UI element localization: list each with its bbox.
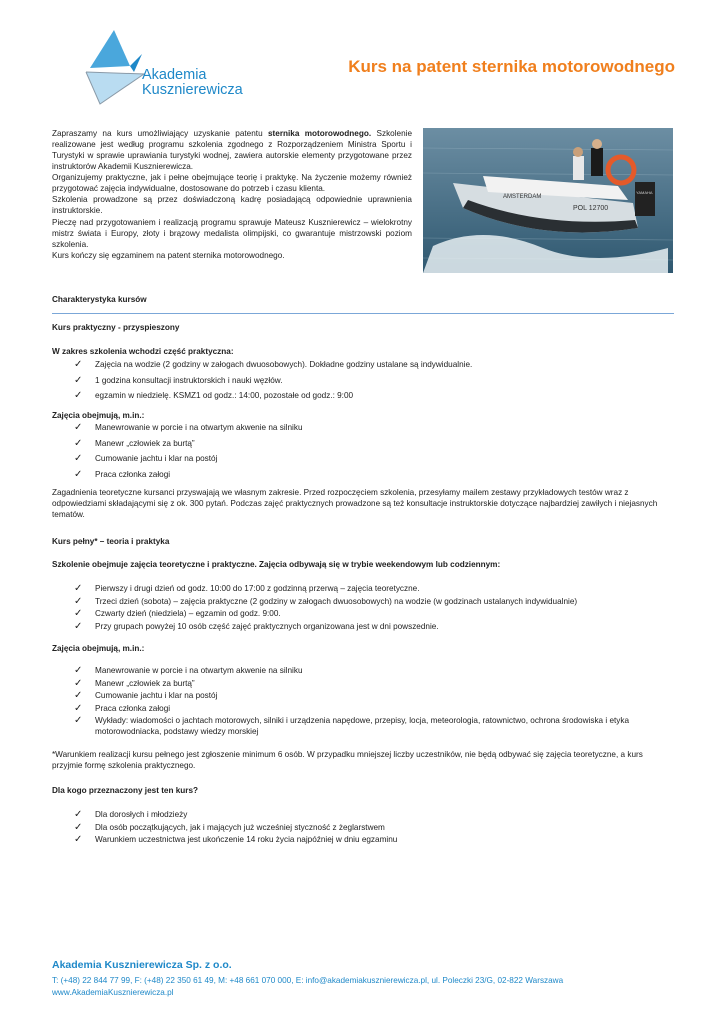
list-item (52, 809, 674, 820)
practical-scope-heading-text: W zakres szkolenia wchodzi część praktyczna: (52, 347, 234, 356)
check-icon: ✓ (74, 453, 83, 465)
boat-registration-text: POL 12700 (573, 205, 609, 212)
list-item-text: Przy grupach powyżej 10 osób część zajęć praktycznych organizowana jest w dni powszednie. (95, 621, 439, 631)
list-item (52, 678, 674, 689)
list-item-text: Manewrowanie w porcie i na otwartym akwenie na silniku (95, 423, 303, 432)
footer-website-link[interactable]: www.AkademiaKusznierewicza.pl (52, 988, 174, 997)
list-item-text: Manewrowanie w porcie i na otwartym akwenie na silniku (95, 666, 303, 675)
page-title: Kurs na patent sternika motorowodnego (348, 57, 675, 76)
theory-note: Zagadnienia teoretyczne kursanci przyswajają we własnym zakresie. Przed rozpoczęciem szkolenia, przesyłamy mailem zestawy przykładowych testów wraz z odpowiedziami składającymi się z ok. 300 pytań. Podczas zajęć praktycznych prowadzone są też konsultacje instruktorskie dotyczące najbardziej zawiłych i niejasnych tematów. (52, 488, 658, 520)
list-item-text: Praca członka załogi (95, 703, 171, 713)
list-item (52, 715, 674, 737)
practical-classes-heading-text: Zajęcia obejmują, m.in.: (52, 411, 145, 420)
list-item (52, 390, 674, 401)
divider (52, 313, 674, 314)
list-item-text: Warunkiem uczestnictwa jest ukończenie 14 roku życia najpóźniej w dniu egzaminu (95, 835, 398, 845)
list-item-text: Dla dorosłych i młodzieży (95, 810, 188, 819)
full-classes-heading (52, 643, 674, 654)
characteristics-heading: Charakterystyka kursów (52, 295, 147, 304)
logo-text (142, 68, 243, 97)
list-item-text: Wykłady: wiadomości o jachtach motorowych, silniki i urządzenia napędowe, przepisy, locja, meteorologia, ratownictwo, ochrona środowiska i etyka motorowodniacka, podstawy wiedzy morskiej (95, 716, 630, 737)
check-icon: ✓ (74, 374, 83, 386)
check-icon: ✓ (74, 702, 83, 714)
check-icon: ✓ (74, 809, 83, 820)
full-footnote: *Warunkiem realizacji kursu pełnego jest zgłoszenie minimum 6 osób. W przypadku mniejszej liczby uczestników, nie będą odbywać się zajęcia teoretyczne, a kurs przyjmie formę szkolenia praktycznego. (52, 750, 643, 771)
list-item (52, 665, 674, 676)
full-classes-heading-text: Zajęcia obejmują, m.in.: (52, 644, 145, 653)
check-icon: ✓ (74, 359, 83, 370)
boat-name-text: AMSTERDAM (503, 194, 542, 200)
full-scope-list (52, 583, 674, 633)
full-heading-text: Kurs pełny* – teoria i praktyka (52, 537, 170, 546)
practical-heading-text: Kurs praktyczny - przyspieszony (52, 323, 180, 332)
list-item-text: Cumowanie jachtu i klar na postój (95, 454, 218, 464)
list-item (52, 438, 674, 449)
list-item-text: Dla osób początkujących, jak i mających już wcześniej styczność z żeglarstwem (95, 822, 385, 832)
check-icon: ✓ (74, 620, 83, 632)
list-item-text: Zajęcia na wodzie (2 godziny w załogach dwuosobowych). Dokładne godziny ustalane są indywidualnie. (95, 360, 473, 369)
check-icon: ✓ (74, 390, 83, 402)
section-heading (52, 294, 674, 305)
audience-heading (52, 785, 674, 796)
full-scope-heading-text: Szkolenie obejmuje zajęcia teoretyczne i praktyczne. Zajęcia odbywają się w trybie weekendowym lub codziennym: (52, 560, 501, 569)
intro-p1-bold: sternika motorowodnego. (267, 129, 372, 138)
list-item-text: Manewr „człowiek za burtą” (95, 678, 195, 688)
full-heading (52, 536, 674, 547)
list-item-text: 1 godzina konsultacji instruktorskich i nauki węzłów. (95, 375, 283, 385)
check-icon: ✓ (74, 715, 83, 727)
list-item (52, 359, 674, 370)
list-item-text: egzamin w niedzielę. KSMZ1 od godz.: 14:00, pozostałe od godz.: 9:00 (95, 391, 354, 401)
list-item (52, 583, 674, 594)
list-item-text: Trzeci dzień (sobota) – zajęcia praktyczne (2 godziny w załogach dwuosobowych) na wodzie (w godzinach ustalanych indywidualnie) (95, 596, 578, 606)
list-item (52, 469, 674, 480)
intro-p1-post: Szkolenie realizowane jest według programu szkolenia zgodnego z Rozporządzeniem Ministra Sportu i Turystyki w sprawie uprawiania turystyki wodnej, zawiera autorskie elementy przygotowane przez instruktorów Akademii Kusznierewicza. (52, 129, 413, 172)
practical-classes-heading (52, 410, 674, 421)
check-icon: ✓ (74, 821, 83, 833)
intro-paragraph (52, 128, 412, 172)
check-icon: ✓ (74, 468, 83, 480)
list-item-text: Manewr „człowiek za burtą” (95, 438, 195, 448)
footer-company: Akademia Kusznierewicza Sp. z o.o. (52, 959, 232, 971)
practical-classes-list (52, 422, 674, 484)
intro-paragraph: Kurs kończy się egzaminem na patent sternika motorowodnego. (52, 250, 285, 260)
check-icon: ✓ (74, 608, 83, 620)
intro-paragraph: Pieczę nad przygotowaniem i realizacją programu sprawuje Mateusz Kusznierewicz – wielokrotny mistrz świata i Europy, złoty i brązowy medalista olimpijski, co gwarantuje mistrzowski poziom szkolenia. (52, 217, 412, 249)
intro-paragraph: Szkolenia prowadzone są przez doświadczoną kadrę posiadającą odpowiednie uprawnienia instruktorskie. (52, 195, 412, 216)
list-item (52, 690, 674, 701)
list-item (52, 621, 674, 632)
audience-list (52, 809, 674, 847)
list-item-text: Praca członka załogi (95, 469, 171, 479)
practical-heading (52, 322, 674, 333)
practical-scope-heading (52, 346, 674, 357)
check-icon: ✓ (74, 422, 83, 433)
intro-p1-pre: Zapraszamy na kurs umożliwiający uzyskanie patentu (52, 129, 268, 138)
boat-photo (423, 128, 673, 273)
list-item (52, 703, 674, 714)
list-item-text: Pierwszy i drugi dzień od godz. 10:00 do 17:00 z godzinną przerwą – zajęcia teoretyczne. (95, 584, 420, 593)
list-item-text: Czwarty dzień (niedziela) – egzamin od godz. 9:00. (95, 609, 281, 619)
intro-paragraph: Organizujemy praktyczne, jak i pełne obejmujące teorię i praktykę. Na życzenie możemy również przygotować zajęcia indywidualne, dostosowane do potrzeb i czasu klienta. (52, 173, 412, 194)
check-icon: ✓ (74, 690, 83, 702)
list-item (52, 822, 674, 833)
check-icon: ✓ (74, 583, 83, 594)
list-item-text: Cumowanie jachtu i klar na postój (95, 691, 218, 701)
footer-contact: T: (+48) 22 844 77 99, F: (+48) 22 350 61 49, M: +48 661 070 000, E: info@akademiakusznierewicza.pl, ul. Poleczki 23/G, 02-822 Warszawa (52, 976, 564, 985)
intro-text (52, 128, 412, 261)
full-scope-heading (52, 559, 674, 570)
engine-brand-text: YAMAHA (636, 190, 653, 195)
check-icon: ✓ (74, 595, 83, 607)
list-item (52, 608, 674, 619)
check-icon: ✓ (74, 677, 83, 689)
check-icon: ✓ (74, 834, 83, 846)
list-item (52, 596, 674, 607)
check-icon: ✓ (74, 437, 83, 449)
list-item (52, 834, 674, 845)
list-item (52, 422, 674, 433)
logo-line-1: Akademia (142, 67, 207, 83)
practical-scope-list (52, 359, 674, 406)
check-icon: ✓ (74, 665, 83, 676)
audience-heading-text: Dla kogo przeznaczony jest ten kurs? (52, 786, 199, 795)
full-classes-list (52, 665, 674, 739)
list-item (52, 453, 674, 464)
list-item (52, 375, 674, 386)
logo-line-2: Kusznierewicza (142, 81, 243, 98)
